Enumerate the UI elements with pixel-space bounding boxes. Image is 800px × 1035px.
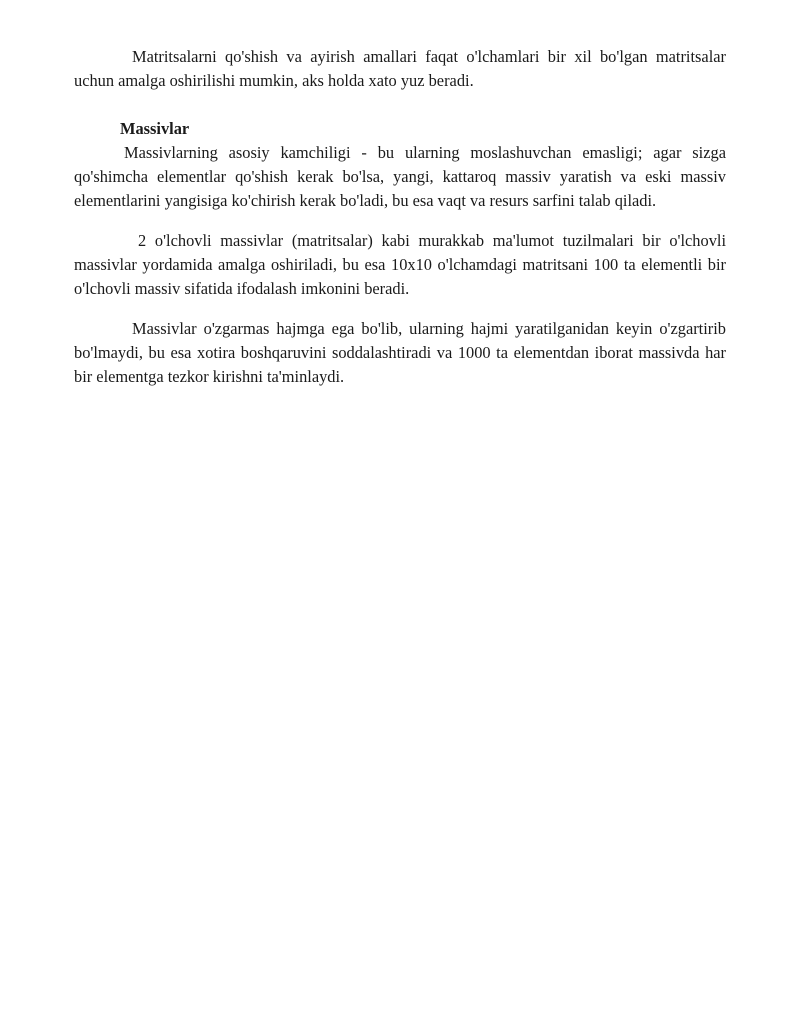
paragraph-array-drawbacks: Massivlarning asosiy kamchiligi - bu ularning moslashuvchan emasligi; agar sizga qo'shimcha elementlar qo'shish kerak bo'lsa, yangi, kattaroq massiv yaratish va eski massiv elementlarini yangisiga ko'chirish kerak bo'ladi, bu esa vaqt va resurs sarfini talab qiladi.	[74, 143, 726, 210]
section-heading: Massivlar	[120, 119, 190, 138]
paragraph-matrix-addition: Matritsalarni qo'shish va ayirish amallari faqat o'lchamlari bir xil bo'lgan matritsalar uchun amalga oshirilishi mumkin, aks holda xato yuz beradi.	[74, 47, 726, 90]
document-page	[74, 45, 726, 389]
paragraph-2d-arrays: 2 o'lchovli massivlar (matritsalar) kabi murakkab ma'lumot tuzilmalari bir o'lchovli massivlar yordamida amalga oshiriladi, bu esa 10x10 o'lchamdagi matritsani 100 ta elementli bir o'lchovli massiv sifatida ifodalash imkonini beradi.	[74, 231, 726, 298]
paragraph-fixed-size: Massivlar o'zgarmas hajmga ega bo'lib, ularning hajmi yaratilganidan keyin o'zgartirib bo'lmaydi, bu esa xotira boshqaruvini soddalashtiradi va 1000 ta elementdan iborat massivda har bir elementga tezkor kirishni ta'minlaydi.	[74, 319, 726, 386]
